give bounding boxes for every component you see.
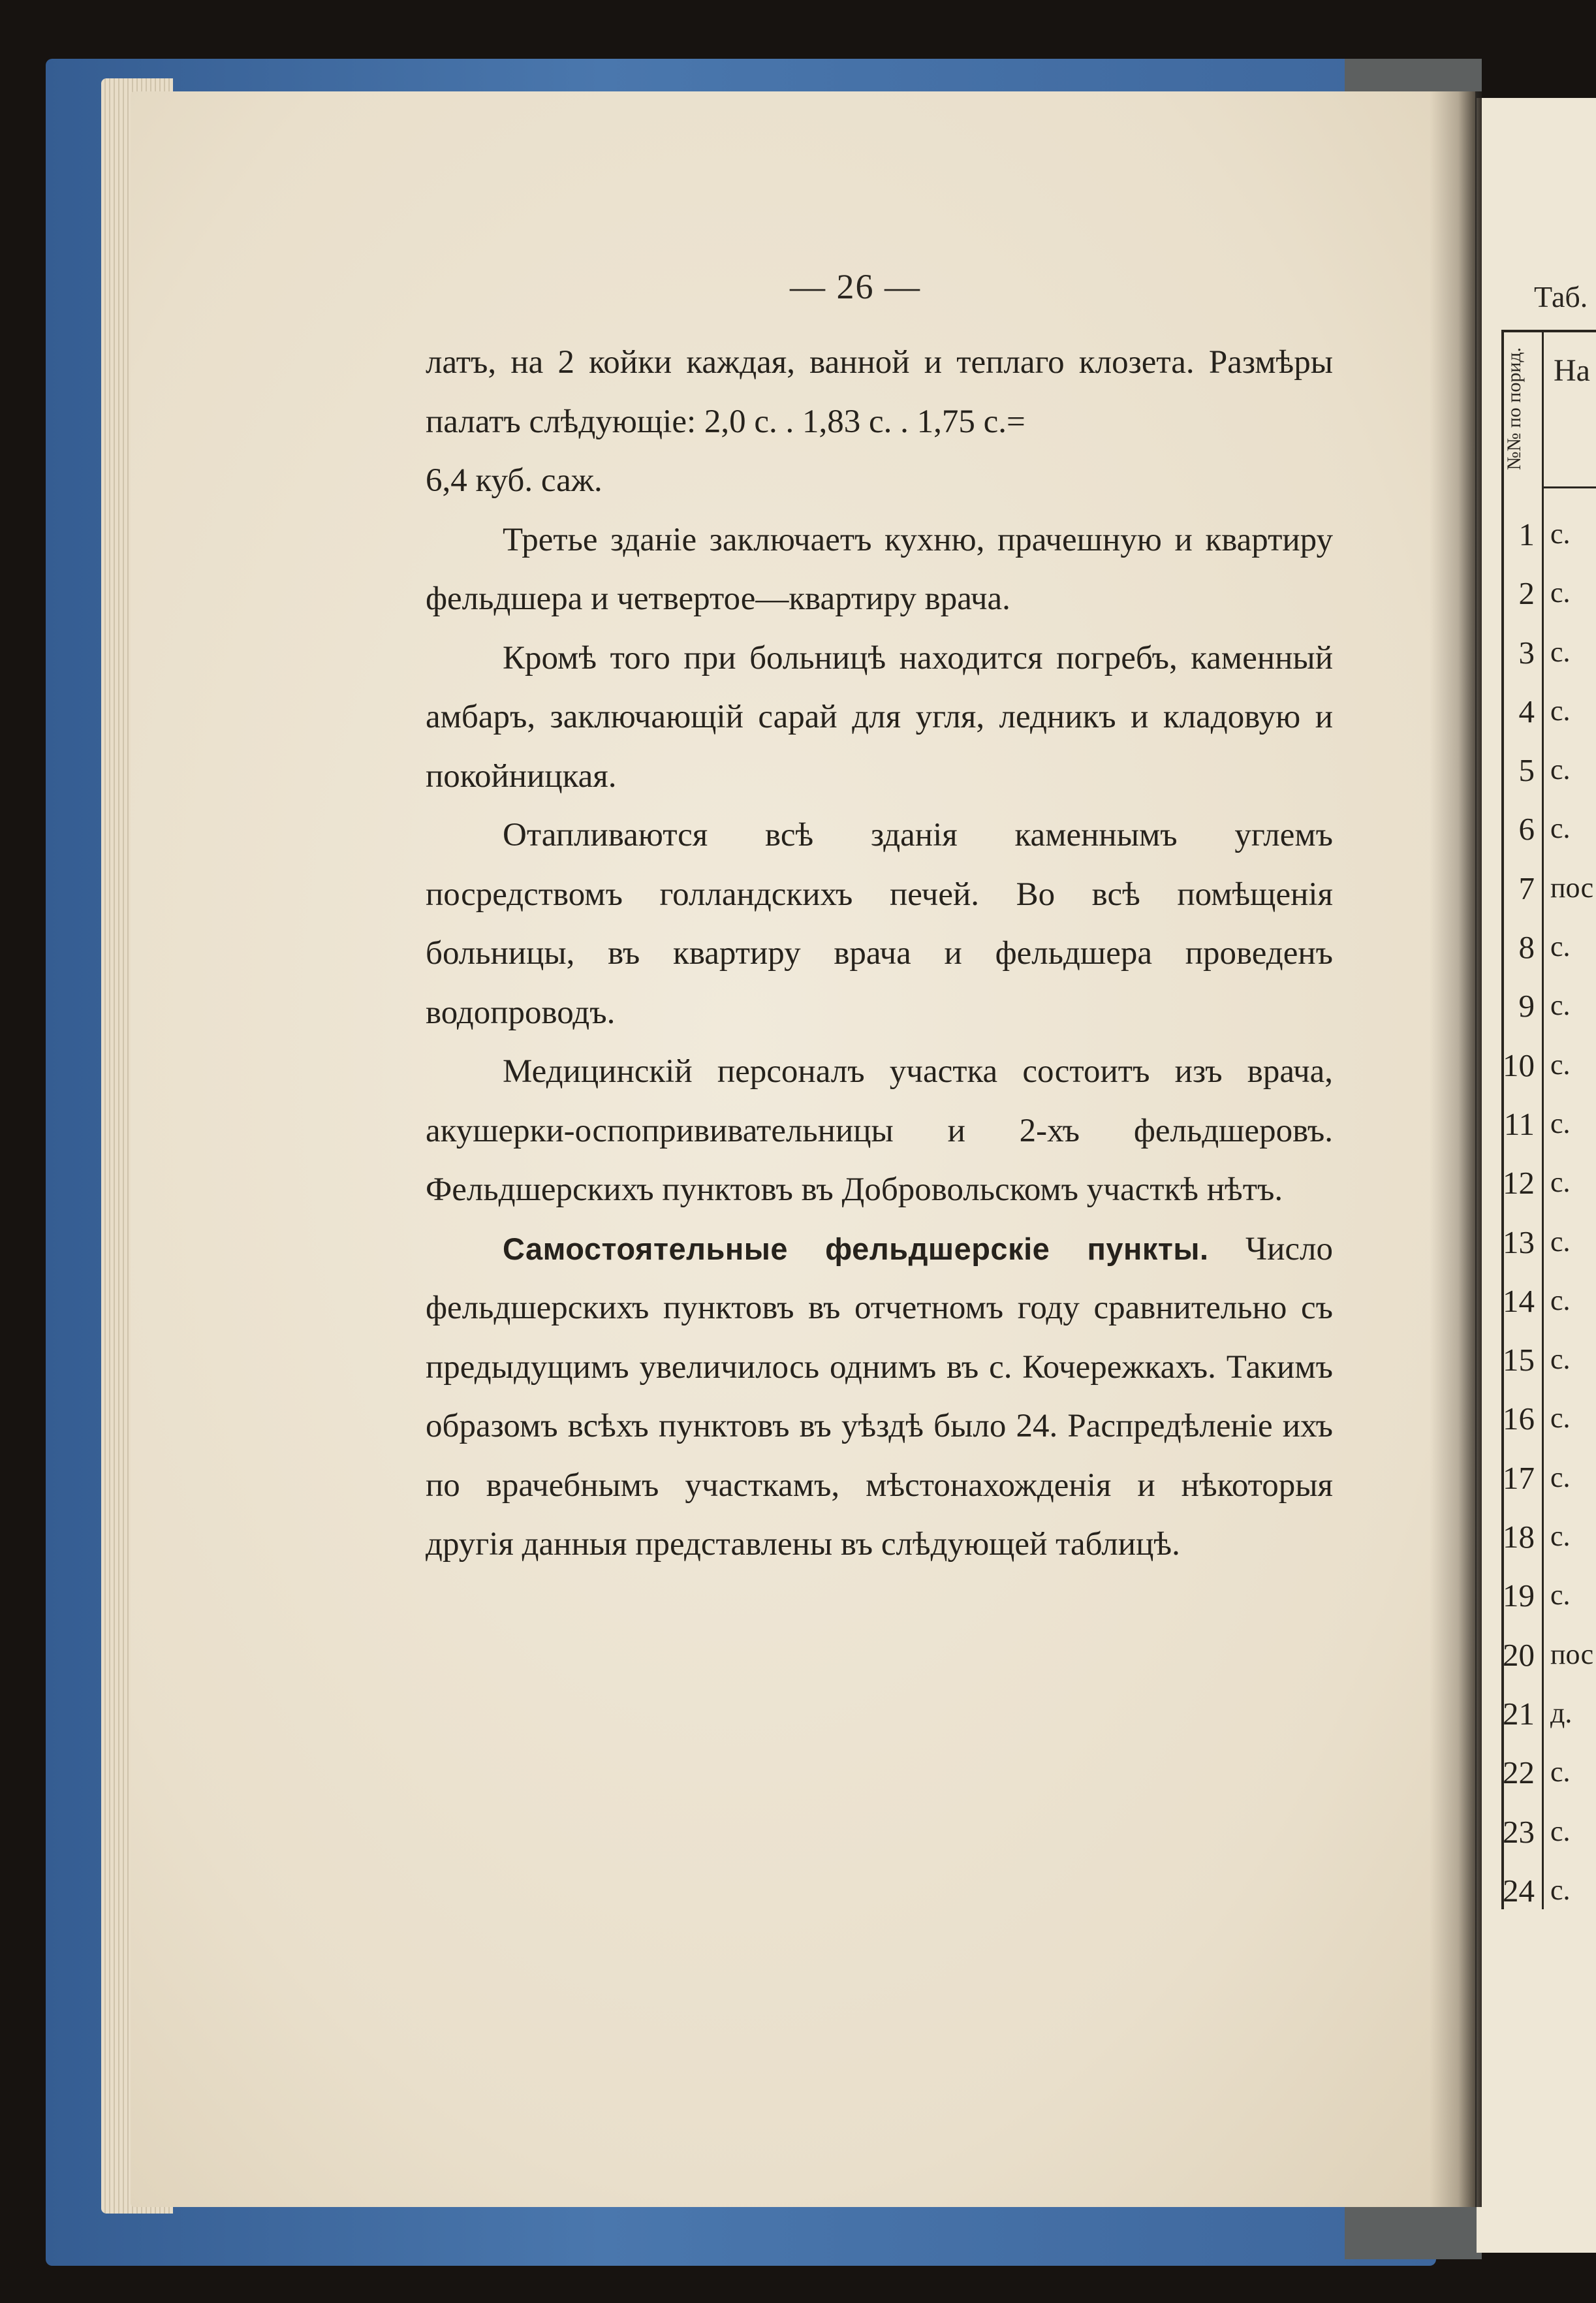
table-row-number: 9: [1518, 988, 1535, 1024]
table-row-number: 5: [1518, 752, 1535, 789]
table-row-number: 19: [1503, 1578, 1535, 1614]
paragraph-tail: 6,4 куб. саж.: [426, 462, 602, 499]
table-row-place-prefix: пос: [1550, 1638, 1594, 1670]
table-row-number: 24: [1503, 1872, 1535, 1909]
table-row-number: 17: [1503, 1459, 1535, 1496]
table-row-number: 20: [1503, 1636, 1535, 1673]
table-row: [1498, 745, 1596, 804]
table-row: [1498, 1099, 1596, 1158]
table-row-place-prefix: с.: [1550, 1107, 1571, 1139]
table-row: [1498, 1393, 1596, 1452]
paragraph-6-text: Число фельдшерскихъ пунктовъ въ отчетномъ году сравнительно съ предыдущимъ увеличилось однимъ въ с. Кочережкахъ. Такимъ образомъ всѣхъ пунктовъ въ уѣздѣ было 24. Распредѣленіе ихъ по врачебнымъ участкамъ, мѣстонахожденія и нѣкоторыя другія данныя представлены въ слѣдующей таблицѣ.: [426, 1230, 1333, 1563]
paragraph-3: Кромѣ того при больницѣ находится погребъ, каменный амбаръ, заключающій сарай для угля, ледникъ и кладовую и покойницкая.: [426, 639, 1333, 795]
table-row: [1498, 1570, 1596, 1629]
table-row-number: 14: [1503, 1282, 1535, 1319]
table-row-place-prefix: с.: [1550, 989, 1571, 1022]
table-row-place-prefix: с.: [1550, 1284, 1571, 1316]
table-row-number: 7: [1518, 870, 1535, 906]
table-row-number: 10: [1503, 1047, 1535, 1083]
table-row-number: 1: [1518, 516, 1535, 552]
paragraph-2: Третье зданіе заключаетъ кухню, прачешную и квартиру фельдшера и четвертое—квартиру врача.: [426, 521, 1333, 617]
table-row-number: 11: [1503, 1105, 1535, 1142]
table-row: [1498, 804, 1596, 863]
table-col-number-header: №№ по порид.: [1503, 347, 1525, 470]
table-row: [1498, 1158, 1596, 1216]
table-row: [1498, 1217, 1596, 1276]
table-row: [1498, 1630, 1596, 1689]
table-header-separator: [1542, 486, 1596, 488]
table-row-place-prefix: с.: [1550, 754, 1571, 786]
table-row-place-prefix: с.: [1550, 1225, 1571, 1258]
table-row-place-prefix: с.: [1550, 1343, 1571, 1376]
table-row: [1498, 1747, 1596, 1806]
table-row-number: 2: [1518, 575, 1535, 612]
table-row-number: 8: [1518, 929, 1535, 966]
table-row: [1498, 981, 1596, 1040]
table-row-place-prefix: с.: [1550, 1048, 1571, 1081]
table-row: [1498, 1040, 1596, 1099]
table-row-number: 4: [1518, 693, 1535, 729]
table-row-place-prefix: с.: [1550, 577, 1571, 609]
table-row: [1498, 1807, 1596, 1866]
table-row-number: 18: [1503, 1519, 1535, 1555]
page-number: — 26 —: [790, 267, 921, 306]
table-row-place-prefix: с.: [1550, 518, 1571, 550]
table-rows: [1498, 509, 1596, 1924]
table-row-number: 3: [1518, 634, 1535, 671]
paragraph-1: [426, 333, 1333, 511]
table-row-place-prefix: с.: [1550, 1520, 1571, 1553]
section-heading: Самостоятельные фельдшерскіе пункты.: [503, 1231, 1209, 1266]
table-row: [1498, 1512, 1596, 1570]
table-row-number: 23: [1503, 1813, 1535, 1850]
body-text: [426, 333, 1333, 1574]
table-title: Таб.: [1534, 280, 1588, 313]
table-col-name-header: На: [1554, 353, 1590, 388]
table-row: [1498, 922, 1596, 981]
table-row-number: 21: [1503, 1695, 1535, 1732]
table-row: [1498, 568, 1596, 627]
table-row: [1498, 509, 1596, 568]
table-row-place-prefix: с.: [1550, 1815, 1571, 1847]
table-row-place-prefix: с.: [1550, 1461, 1571, 1493]
table-row-number: 22: [1503, 1755, 1535, 1791]
gutter-shadow: [1430, 91, 1482, 2207]
paragraph-5: Медицинскій персоналъ участка состоитъ изъ врача, акушерки-оспопрививательницы и 2-хъ фельдшеровъ. Фельдшерскихъ пунктовъ въ Добровольскомъ участкѣ нѣтъ.: [426, 1053, 1333, 1208]
table-row-number: 6: [1518, 811, 1535, 848]
table-row-number: 12: [1503, 1165, 1535, 1201]
paragraph-line: Размѣры палатъ слѣдующіе: 2,0 с. . 1,83 с. . 1,75 с.=: [426, 344, 1333, 440]
paragraph-4: Отапливаются всѣ зданія каменнымъ углемъ посредствомъ голландскихъ печей. Во всѣ помѣщенія больницы, въ квартиру врача и фельдшера проведенъ водопроводъ.: [426, 817, 1333, 1031]
table-row-number: 13: [1503, 1224, 1535, 1260]
table-row: [1498, 1689, 1596, 1747]
paragraph-line: латъ, на 2 койки каждая, ванной и теплаго клозета.: [426, 344, 1195, 381]
paragraph-6: [426, 1220, 1333, 1574]
table-row: [1498, 863, 1596, 922]
table-row-place-prefix: с.: [1550, 812, 1571, 845]
table-row: [1498, 1335, 1596, 1393]
table-row: [1498, 686, 1596, 745]
table-row: [1498, 1453, 1596, 1512]
table-row-place-prefix: с.: [1550, 1579, 1571, 1612]
table-row-number: 15: [1503, 1342, 1535, 1378]
table-row-place-prefix: с.: [1550, 635, 1571, 668]
table-row-place-prefix: пос: [1550, 871, 1594, 904]
table-row-place-prefix: с.: [1550, 1166, 1571, 1199]
table-row: [1498, 627, 1596, 686]
table-row-place-prefix: д.: [1550, 1696, 1573, 1729]
table-row: [1498, 1276, 1596, 1335]
table-row-number: 16: [1503, 1401, 1535, 1437]
table-row: [1498, 1866, 1596, 1924]
table-row-place-prefix: с.: [1550, 694, 1571, 727]
table-row-place-prefix: с.: [1550, 1873, 1571, 1906]
table-row-place-prefix: с.: [1550, 1756, 1571, 1788]
table-row-place-prefix: с.: [1550, 930, 1571, 963]
table-row-place-prefix: с.: [1550, 1402, 1571, 1435]
